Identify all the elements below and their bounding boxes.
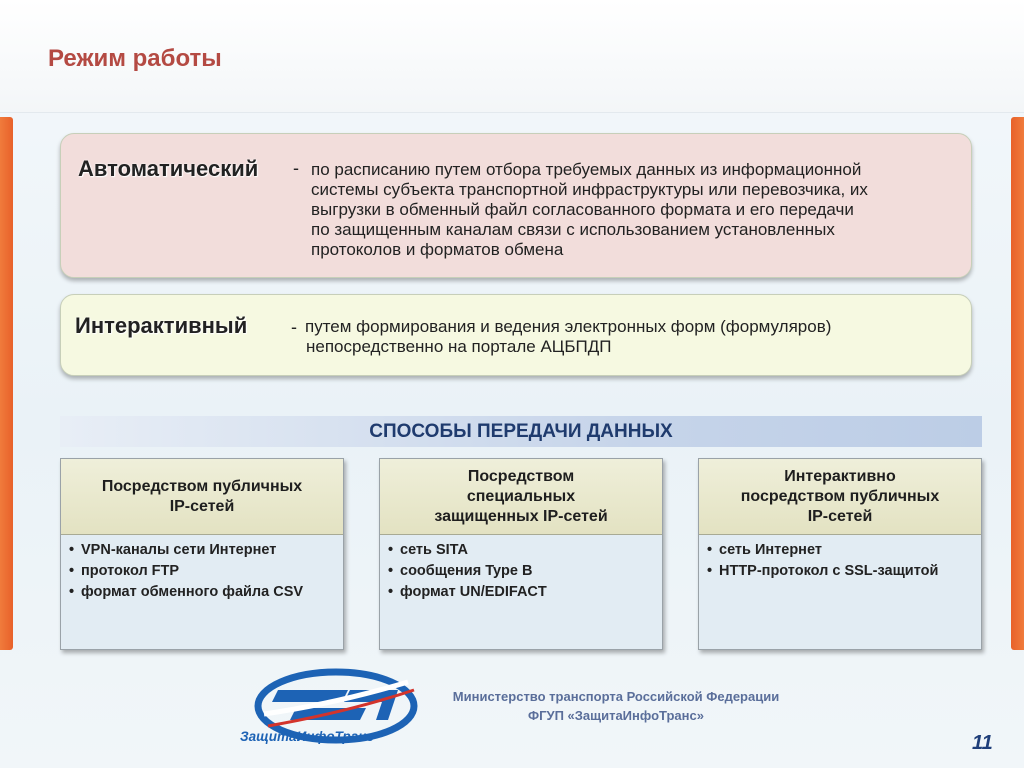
method-card-header: [61, 459, 343, 535]
mode-automatic-line-5: протоколов и форматов обмена: [311, 240, 564, 259]
mode-automatic-line-1: по расписанию путем отбора требуемых данных из информационной: [311, 160, 862, 179]
method-card-title-line: Посредством: [467, 467, 575, 485]
method-card-title: [426, 467, 615, 527]
page-title: Режим работы: [48, 45, 222, 72]
method-card-header: [699, 459, 981, 535]
mode-interactive-box: [60, 294, 972, 376]
page-number: 11: [972, 732, 993, 754]
mode-automatic-line-3: выгрузки в обменный файл согласованного формата и его передачи: [311, 200, 854, 219]
method-card-title-line: посредством публичных: [740, 487, 940, 505]
list-item: • формат обменного файла CSV: [69, 583, 337, 601]
method-card-title-line: защищенных IP-сетей: [434, 507, 608, 525]
mode-automatic-dash: -: [293, 158, 299, 178]
zashchitainfotrans-logo: [238, 668, 418, 756]
method-card-title: [94, 477, 310, 517]
method-card-title: [733, 467, 948, 527]
method-card-public-ip: [60, 458, 344, 650]
method-card-list: [707, 541, 975, 583]
footer-organization: ФГУП «ЗащитаИнфоТранс»: [528, 708, 704, 723]
list-item: • формат UN/EDIFACT: [388, 583, 656, 601]
method-card-list: [388, 541, 656, 604]
method-card-title-line: Интерактивно: [784, 467, 896, 485]
method-card-header: [380, 459, 662, 535]
list-item: • сеть Интернет: [707, 541, 975, 559]
mode-automatic-line-2: системы субъекта транспортной инфраструктуры или перевозчика, их: [311, 180, 868, 199]
mode-interactive-dash: -: [291, 317, 297, 337]
list-item: • HTTP-протокол с SSL-защитой: [707, 562, 975, 580]
right-accent-stripe: [1011, 117, 1024, 650]
method-card-secure-ip: [379, 458, 663, 650]
methods-header: СПОСОБЫ ПЕРЕДАЧИ ДАННЫХ: [60, 416, 982, 447]
list-item: • VPN-каналы сети Интернет: [69, 541, 337, 559]
mode-interactive-name: Интерактивный: [75, 313, 248, 338]
list-item: • протокол FTP: [69, 562, 337, 580]
method-card-interactive: [698, 458, 982, 650]
mode-interactive-line-2: непосредственно на портале АЦБПДП: [306, 337, 612, 356]
logo-text: ЗащитаИнфоТранс: [240, 729, 374, 744]
mode-interactive-line-1: путем формирования и ведения электронных форм (формуляров): [305, 317, 832, 336]
method-card-title-line: IP-сетей: [169, 497, 235, 515]
mode-automatic-name: Автоматический: [78, 156, 259, 181]
mode-automatic-box: [60, 133, 972, 278]
method-card-title-line: специальных: [466, 487, 576, 505]
left-accent-stripe: [0, 117, 13, 650]
footer-ministry: Министерство транспорта Российской Федерации: [452, 689, 780, 704]
method-card-list: [69, 541, 337, 604]
mode-automatic-line-4: по защищенным каналам связи с использованием установленных: [311, 220, 835, 239]
method-card-title-line: IP-сетей: [807, 507, 873, 525]
list-item: • сеть SITA: [388, 541, 656, 559]
list-item: • сообщения Type B: [388, 562, 656, 580]
method-card-title-line: Посредством публичных: [101, 477, 303, 495]
